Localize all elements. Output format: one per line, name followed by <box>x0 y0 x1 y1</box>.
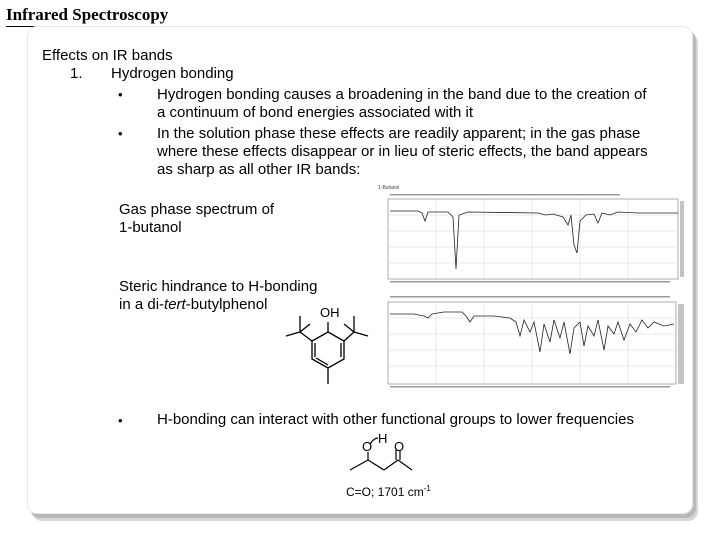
spectrum2-caption-line2 <box>119 296 267 314</box>
hydroxyketone-structure <box>340 432 420 480</box>
phenol-structure <box>270 306 380 386</box>
phenol-spectrum-image <box>384 292 688 398</box>
ketone-o-hydroxyl: O <box>362 439 373 454</box>
bullet1-line2: a continuum of bond energies associated with it <box>157 104 474 121</box>
slide-title: Infrared Spectroscopy <box>6 4 168 27</box>
caption-italic: tert <box>164 296 186 313</box>
item-number: 1. <box>70 65 83 82</box>
spectrum1-caption-line2: 1-butanol <box>119 219 182 236</box>
spectrum1-caption-line1: Gas phase spectrum of <box>119 201 275 218</box>
ketone-caption-text: C=O; 1701 cm <box>346 485 424 499</box>
ketone-o-carbonyl: O <box>394 439 405 454</box>
bullet-marker: • <box>118 413 123 428</box>
gas-phase-spectrum-image <box>378 185 688 289</box>
bullet2-line2: where these effects disappear or in lieu of steric effects, the band appears <box>157 143 648 160</box>
section-heading: Effects on IR bands <box>42 47 173 64</box>
spectrum2-caption-line1: Steric hindrance to H-bonding <box>119 278 318 295</box>
bullet-marker: • <box>118 87 123 102</box>
bullet-marker: • <box>118 126 123 141</box>
bullet1-line1: Hydrogen bonding causes a broadening in the band due to the creation of <box>157 86 647 103</box>
bullet2-line1: In the solution phase these effects are readily apparent; in the gas phase <box>157 125 641 142</box>
caption-text: in a di- <box>119 296 165 313</box>
ketone-caption-sup: -1 <box>423 484 431 493</box>
caption-text: -butylphenol <box>185 296 268 313</box>
ketone-caption <box>346 484 431 499</box>
ketone-h-label: H <box>378 431 388 446</box>
bullet3-text: H-bonding can interact with other functional groups to lower frequencies <box>157 411 634 428</box>
bullet2-line3: as sharp as all other IR bands: <box>157 161 361 178</box>
item-title: Hydrogen bonding <box>111 65 234 82</box>
spectrum1-label: 1-Butanol <box>378 185 400 191</box>
oh-label: OH <box>320 305 340 320</box>
